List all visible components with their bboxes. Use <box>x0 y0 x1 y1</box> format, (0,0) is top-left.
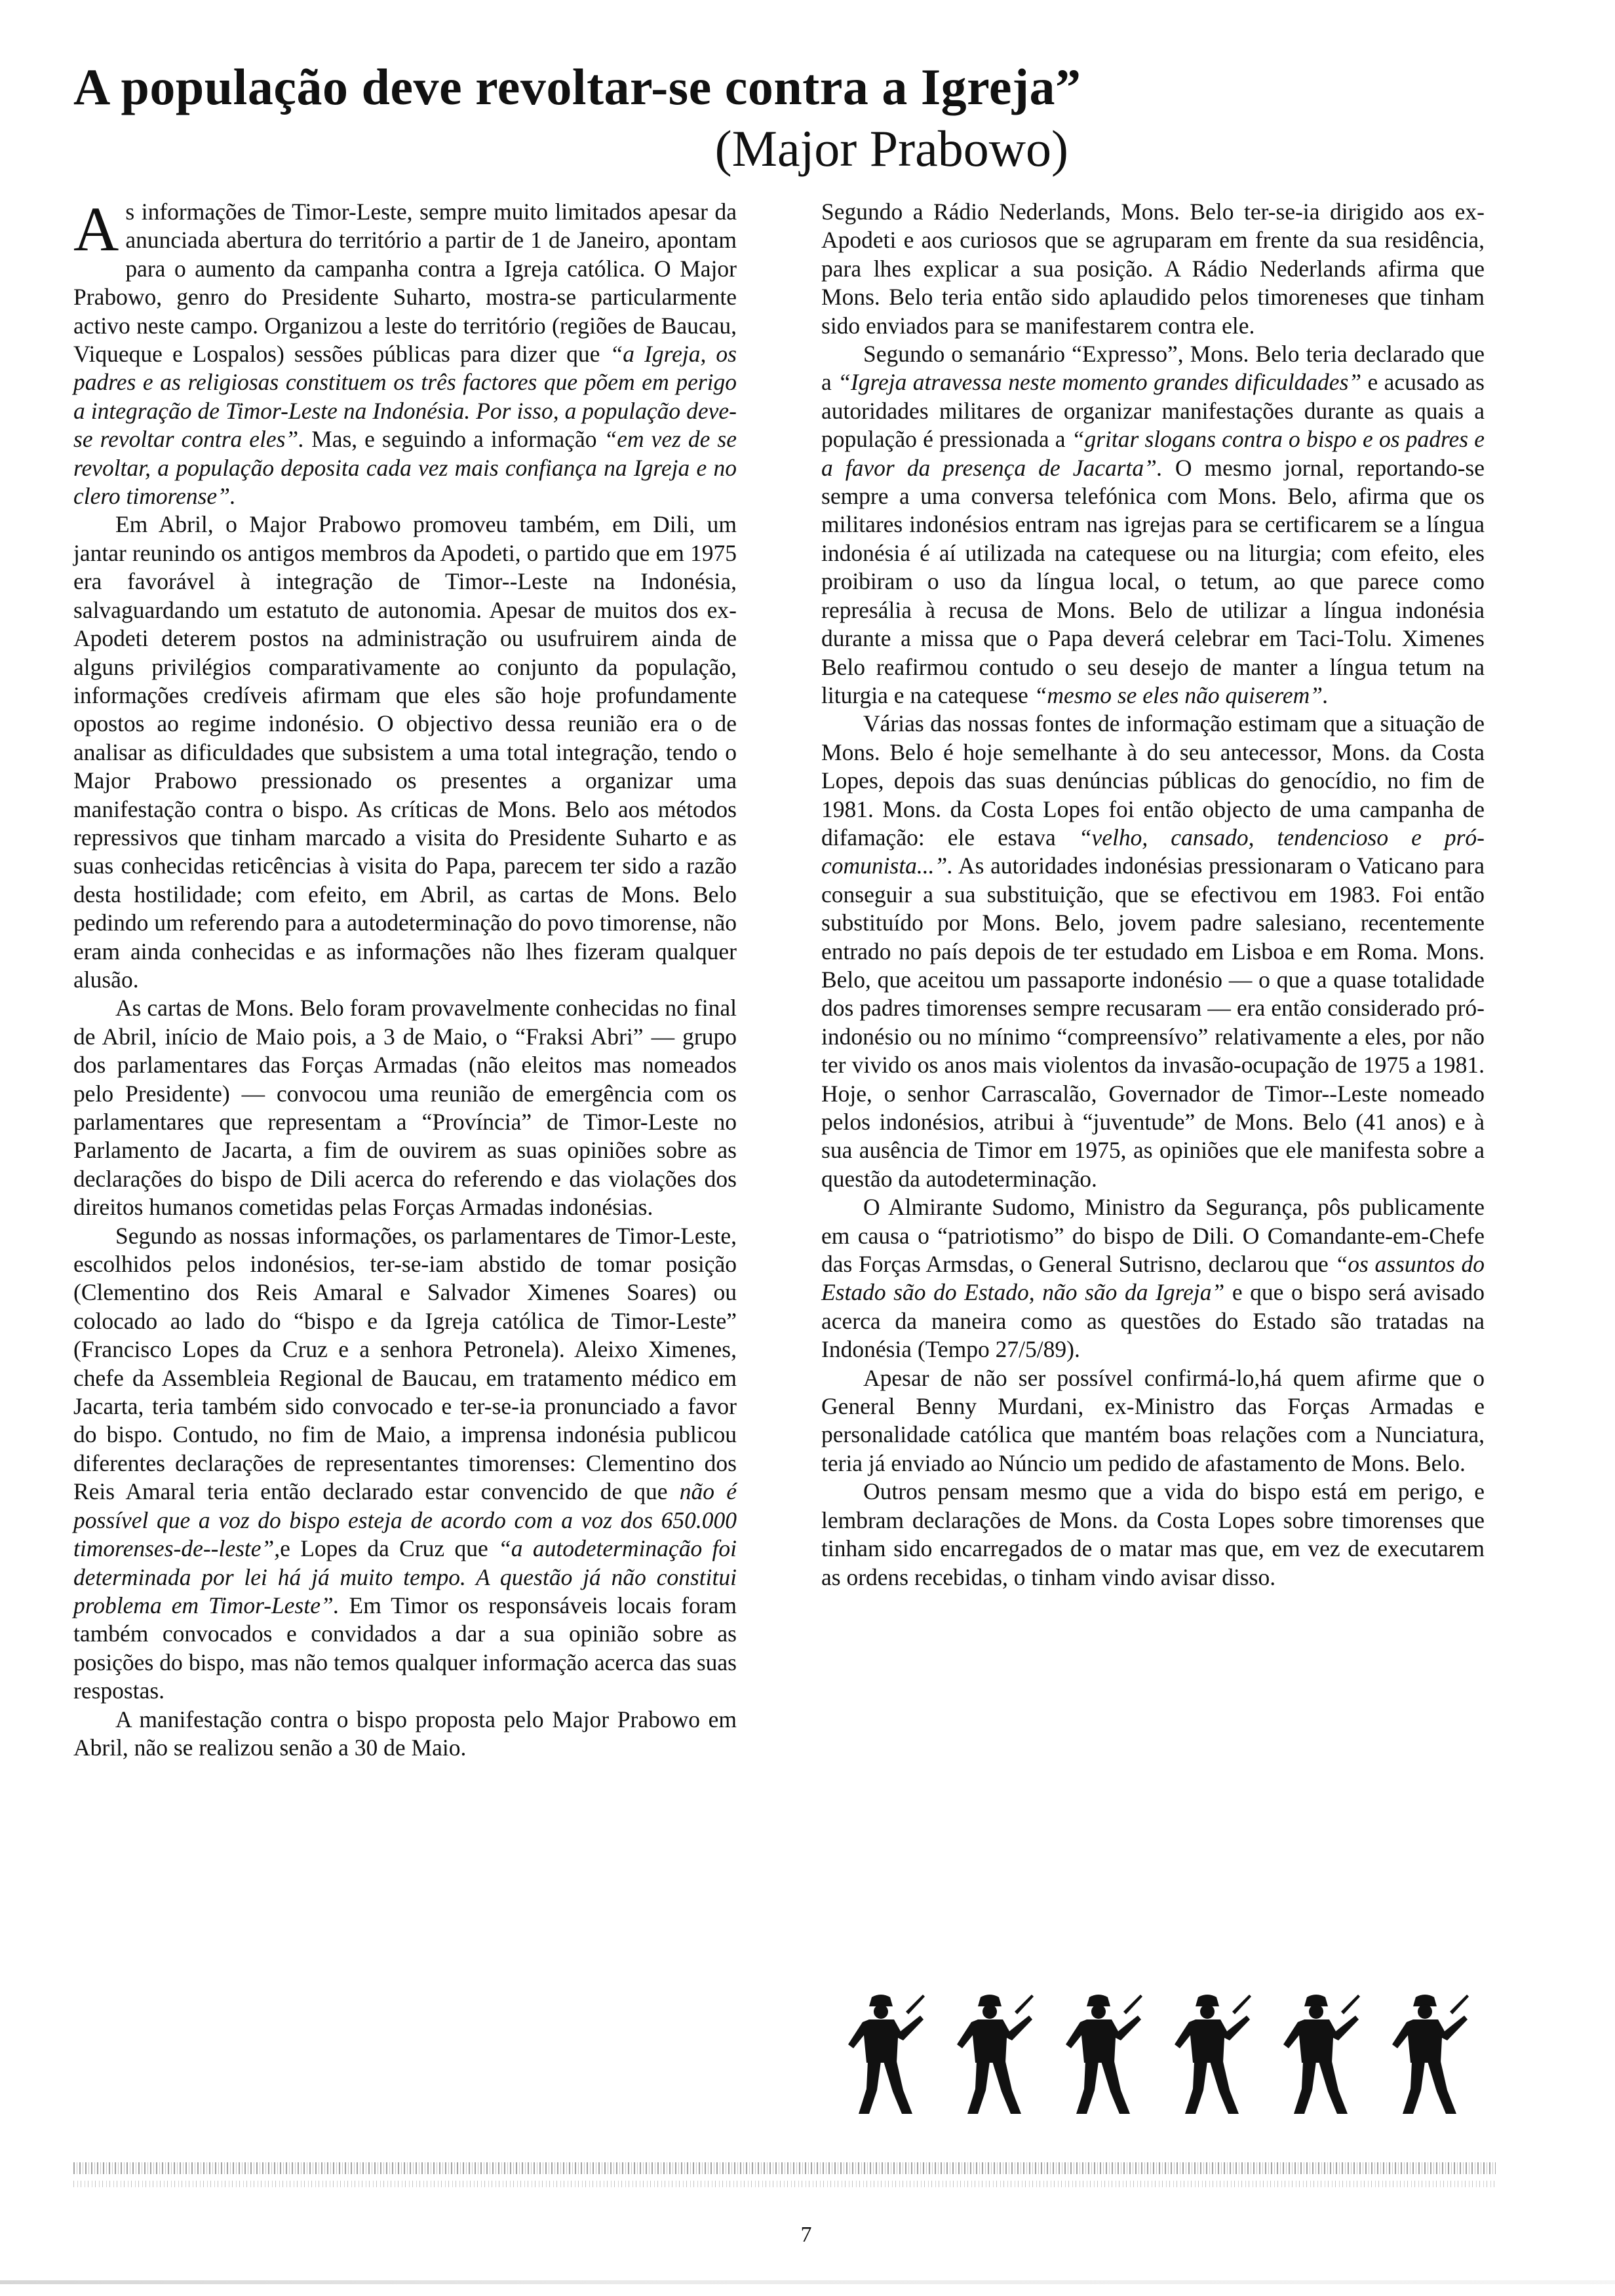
paragraph: As cartas de Mons. Belo foram provavelmente conhecidas no final de Abril, início de Maio pois, a 3 de Maio, o “Fraksi Abri” — grupo dos parlamentares das Forças Armadas (não eleitos mas nomeados pelo Presidente) — convocou uma reunião de emergência com os parlamentares que representam a “Província” de Timor-Leste no Parlamento de Jacarta, a fim de ouvirem as suas opiniões sobre as declarações do bispo de Dili acerca do referendo e das violações dos direitos humanos cometidas pelas Forças Armadas indonésias. <box>73 995 737 1221</box>
paragraph: Apesar de não ser possível confirmá-lo,há quem afirme que o General Benny Murdani, ex-Ministro das Forças Armadas e personalidade católica que mantém boas relações com a Nunciatura, teria já enviado ao Núncio um pedido de afastamento de Mons. Belo. <box>821 1364 1485 1476</box>
text-run: e acusado as autoridades militares de organizar manifestações durante as quais a população é pressionada a <box>821 369 1485 453</box>
quote: “mesmo se eles não quiserem”. <box>1034 681 1329 708</box>
text-run: Segundo o semanário “Expresso”, Mons. Belo teria declarado que a <box>821 341 1485 396</box>
paragraph <box>821 340 1485 710</box>
text-run: Mas, e seguindo a informação <box>304 426 604 453</box>
quote: “em vez de se revoltar, a população deposita cada vez mais confiança na Igreja e no clero timorense”. <box>73 426 737 510</box>
paragraph <box>73 194 737 510</box>
soldier-illustration-row <box>840 1985 1469 2116</box>
quote: “os assuntos do Estado são do Estado, não são da Igreja” <box>821 1251 1485 1306</box>
quote: “a Igreja, os padres e as religiosas constituem os três factores que põem em perigo a integração de Timor-Leste na Indonésia. Por isso, a população deve-se revoltar contra eles”. <box>73 341 737 453</box>
paragraph: Outros pensam mesmo que a vida do bispo está em perigo, e lembram declarações de Mons. da Costa Lopes sobre timorenses que tinham sido encarregados de o matar mas que, em vez de executarem as ordens recebidas, o tinham vindo avisar disso. <box>821 1478 1485 1590</box>
soldier-icon <box>1058 1992 1143 2116</box>
quote: “a autodeterminação foi determinada por lei há já muito tempo. A questão já não constitui problema em Timor-Leste”. <box>73 1535 737 1618</box>
text-run: O Almirante Sudomo, Ministro da Segurança, pôs publicamente em causa o “patriotismo” do bispo de Dili. O Comandante-em-Chefe das Forças Armsdas, o General Sutrisno, declarou que <box>821 1194 1485 1278</box>
paragraph: Segundo a Rádio Nederlands, Mons. Belo ter-se-ia dirigido aos ex-Apodeti e aos curiosos que se agruparam em frente da sua residência, para lhes explicar a sua posição. A Rádio Nederlands afirma que Mons. Belo teria então sido aplaudido pelos timoreneses que tinham sido enviados para se manifestarem contra ele. <box>821 199 1485 339</box>
paragraph: A manifestação contra o bispo proposta pelo Major Prabowo em Abril, não se realizou senão a 30 de Maio. <box>73 1706 737 1761</box>
page-number: 7 <box>800 2223 812 2247</box>
soldier-icon <box>840 1992 925 2116</box>
text-run: O mesmo jornal, reportando-se sempre a uma conversa telefónica com Mons. Belo, afirma que os militares indonésios entram nas igrejas para se certificarem se a língua indonésia é aí utilizada na catequese ou na liturgia; com efeito, eles proibiram o uso da língua local, o tetum, ao que parece como represália à recusa de Mons. Belo de utilizar a língua indonésia durante a missa que o Papa deverá celebrar em Taci-Tolu. Ximenes Belo reafirmou contudo o seu desejo de manter a língua tetum na liturgia e na catequese <box>821 454 1485 708</box>
soldier-icon <box>949 1992 1034 2116</box>
paragraph <box>73 1222 737 1706</box>
decorative-border-strip <box>73 2181 1496 2187</box>
decorative-border-strip <box>73 2162 1496 2174</box>
quote: “velho, cansado, tendencioso e pró-comunista...”. <box>821 824 1485 879</box>
text-run: Várias das nossas fontes de informação estimam que a situação de Mons. Belo é hoje semelhante à do seu antecessor, Mons. da Costa Lopes, depois das suas denúncias públicas do genocídio, no fim de 1981. Mons. da Costa Lopes foi então objecto de uma campanha de difamação: ele estava <box>821 710 1485 851</box>
quote: “gritar slogans contra o bispo e os padres e a favor da presença de Jacarta”. <box>821 426 1485 481</box>
headline: A população deve revoltar-se contra a Igreja” <box>73 58 1081 115</box>
soldier-icon <box>1167 1992 1252 2116</box>
text-run: Segundo as nossas informações, os parlamentares de Timor-Leste, escolhidos pelos indonésios, ter-se-iam abstido de tomar posição (Clementino dos Reis Amaral e Salvador Ximenes Soares) ou colocado ao lado do “bispo e da Igreja católica de Timor-Leste” (Francisco Lopes da Cruz e a senhora Petronela). Aleixo Ximenes, chefe da Assembleia Regional de Baucau, em tratamento médico em Jacarta, teria também sido convocado e ter-se-ia pronunciado a favor do bispo. Contudo, no fim de Maio, a imprensa indonésia publicou diferentes declarações de representantes timorenses: Clementino dos Reis Amaral teria então declarado estar convencido de que <box>73 1222 737 1505</box>
text-run: e que o bispo será avisado acerca da maneira como as questões do Estado são tratadas na Indonésia (Tempo 27/5/89). <box>821 1279 1485 1363</box>
paragraph <box>821 710 1485 1193</box>
text-run: As autoridades indonésias pressionaram o Vaticano para conseguir a sua substituição, que se efectivou em 1983. Foi então substituído por Mons. Belo, jovem padre salesiano, recentemente entrado no país depois de ter estudado em Lisboa e em Roma. Mons. Belo, que aceitou um passaporte indonésio — o que a quase totalidade dos padres timorenses sempre recusaram — era então considerado pró-indonésio ou no mínimo “compreensívo” relativamente a eles, por não ter vivido os anos mais violentos da invasão-ocupação de 1975 a 1981. Hoje, o senhor Carrascalão, Governador de Timor--Leste nomeado pelos indonésios, atribui à “juventude” de Mons. Belo (41 anos) e à sua ausência de Timor em 1975, as opiniões que ele manifesta sobre a questão da autodeterminação. <box>821 852 1485 1192</box>
paragraph: Em Abril, o Major Prabowo promoveu também, em Dili, um jantar reunindo os antigos membros da Apodeti, o partido que em 1975 era favorável à integração de Timor--Leste na Indonésia, salvaguardando um estatuto de autonomia. Apesar de muitos dos ex-Apodeti deterem postos na administração ou usufruirem ainda de alguns privilégios comparativamente ao conjunto da população, informações credíveis afirmam que eles são hoje profundamente opostos ao regime indonésio. O objectivo dessa reunião era o de analisar as dificuldades que subsistem a uma total integração, tendo o Major Prabowo pressionado os presentes a organizar uma manifestação contra o bispo. As críticas de Mons. Belo aos métodos repressivos que tinham marcado a visita do Presidente Suharto e as suas conhecidas reticências à visita do Papa, parecem ter sido a razão desta hostilidade; com efeito, em Abril, as cartas de Mons. Belo pedindo um referendo para a autodeterminação do povo timorense, não eram ainda conhecidas e as informações não lhes fizeram qualquer alusão. <box>73 511 737 993</box>
text-run: Em Timor os responsáveis locais foram também convocados e convidados a dar a sua opinião sobre as posições do bispo, mas não temos qualquer informação acerca das suas respostas. <box>73 1592 737 1704</box>
text-run: e Lopes da Cruz que <box>280 1535 499 1562</box>
article-column-left <box>73 194 737 1762</box>
soldier-icon <box>1275 1992 1361 2116</box>
soldier-icon <box>1384 1992 1469 2116</box>
drop-cap: A <box>73 194 119 264</box>
quote: “Igreja atravessa neste momento grandes dificuldades” <box>838 369 1362 396</box>
quote: não é possível que a voz do bispo esteja de acordo com a voz dos 650.000 timorenses-de--leste”, <box>73 1478 737 1562</box>
article-column-right <box>821 198 1485 1592</box>
scan-edge <box>0 2280 1615 2284</box>
headline-attribution: (Major Prabowo) <box>714 120 1068 177</box>
paragraph <box>821 1193 1485 1364</box>
text-run: s informações de Timor-Leste, sempre muito limitados apesar da anunciada abertura do território a partir de 1 de Janeiro, apontam para o aumento da campanha contra a Igreja católica. O Major Prabowo, genro do Presidente Suharto, mostra-se particularmente activo neste campo. Organizou a leste do território (regiões de Baucau, Viqueque e Lospalos) sessões públicas para dizer que <box>73 199 737 368</box>
